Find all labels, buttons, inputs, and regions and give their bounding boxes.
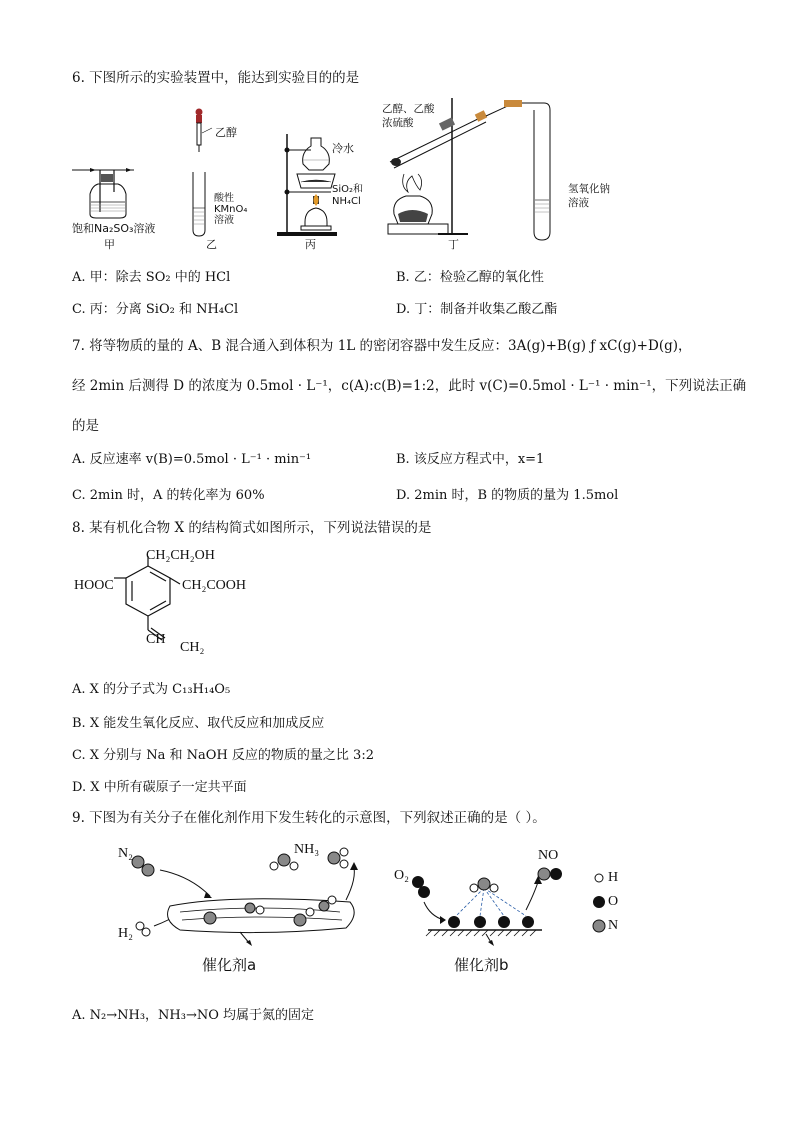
q8-top-substituent: CH₂CH₂OH <box>146 548 215 563</box>
q8-vinyl-ch: CH <box>146 632 166 647</box>
q6-option-a[interactable]: A. 甲：除去 SO₂ 中的 HCl <box>72 270 231 285</box>
jia-solution-label: 饱和Na₂SO₃溶液 <box>72 222 156 235</box>
legend-o: O <box>608 894 619 909</box>
q8-option-a[interactable]: A. X 的分子式为 C₁₃H₁₄O₅ <box>72 682 231 697</box>
q8-left-substituent: HOOC <box>74 578 114 593</box>
legend-markers <box>592 872 606 936</box>
q8-option-b[interactable]: B. X 能发生氧化反应、取代反应和加成反应 <box>72 716 325 731</box>
catalyst-b-label: 催化剂b <box>454 956 509 974</box>
q9-option-a[interactable]: A. N₂→NH₃，NH₃→NO 均属于氮的固定 <box>72 1008 315 1023</box>
legend-h: H <box>608 870 619 885</box>
q7-option-a[interactable]: A. 反应速率 v(B)=0.5mol · L⁻¹ · min⁻¹ <box>72 452 312 467</box>
q8-option-c[interactable]: C. X 分别与 Na 和 NaOH 反应的物质的量之比 3:2 <box>72 748 374 763</box>
jia-caption: 甲 <box>104 238 115 251</box>
legend-n: N <box>608 918 619 933</box>
q8-stem: 8. 某有机化合物 X 的结构简式如图所示，下列说法错误的是 <box>72 520 432 536</box>
n2-label: N₂ <box>118 846 133 861</box>
catalyst-a-label: 催化剂a <box>202 956 257 974</box>
q7-option-d[interactable]: D. 2min 时，B 的物质的量为 1.5mol <box>396 488 619 503</box>
ding-caption: 丁 <box>448 238 459 251</box>
yi-reagent-label: 乙醇 <box>215 126 237 139</box>
ding-receiver-label: 氢氧化钠 溶液 <box>568 183 610 209</box>
q7-stem-line1: 7. 将等物质的量的 A、B 混合通入到体积为 1L 的密闭容器中发生反应：3A(g)+B(g) ƒ xC(g)+D(g)， <box>72 338 692 354</box>
yi-caption: 乙 <box>206 238 217 251</box>
nh3-label: NH₃ <box>294 842 320 857</box>
q6-option-d[interactable]: D. 丁：制备并收集乙酸乙酯 <box>396 302 558 317</box>
q8-benzene-ring <box>118 562 188 632</box>
q6-option-c[interactable]: C. 丙：分离 SiO₂ 和 NH₄Cl <box>72 302 239 317</box>
bing-solid-label: SiO₂和 NH₄Cl <box>332 184 364 207</box>
q7-option-c[interactable]: C. 2min 时，A 的转化率为 60% <box>72 488 265 503</box>
bing-water-label: 冷水 <box>332 142 354 155</box>
q8-vinyl-ch2: CH₂ <box>180 640 205 655</box>
q8-right-substituent: CH₂COOH <box>182 578 246 593</box>
bing-caption: 丙 <box>305 238 316 251</box>
q9-stem: 9. 下图为有关分子在催化剂作用下发生转化的示意图，下列叙述正确的是（ ）。 <box>72 810 546 826</box>
h2-label: H₂ <box>118 926 133 941</box>
q7-stem-line2: 经 2min 后测得 D 的浓度为 0.5mol · L⁻¹，c(A):c(B)=1:2，此时 v(C)=0.5mol · L⁻¹ · min⁻¹，下列说法正确 <box>72 378 747 394</box>
q6-option-b[interactable]: B. 乙：检验乙醇的氧化性 <box>396 270 544 285</box>
catalyst-a-figure <box>110 840 380 950</box>
q6-stem: 6. 下图所示的实验装置中，能达到实验目的的是 <box>72 70 360 86</box>
q7-stem-line3: 的是 <box>72 418 99 434</box>
q7-option-b[interactable]: B. 该反应方程式中，x=1 <box>396 452 545 467</box>
ding-reagents-label: 乙醇、乙酸 浓硫酸 <box>382 103 435 129</box>
no-label: NO <box>538 848 559 863</box>
o2-label: O₂ <box>394 868 409 883</box>
yi-liquid-label: 酸性 KMnO₄ 溶液 <box>214 193 248 226</box>
q8-option-d[interactable]: D. X 中所有碳原子一定共平面 <box>72 780 247 795</box>
